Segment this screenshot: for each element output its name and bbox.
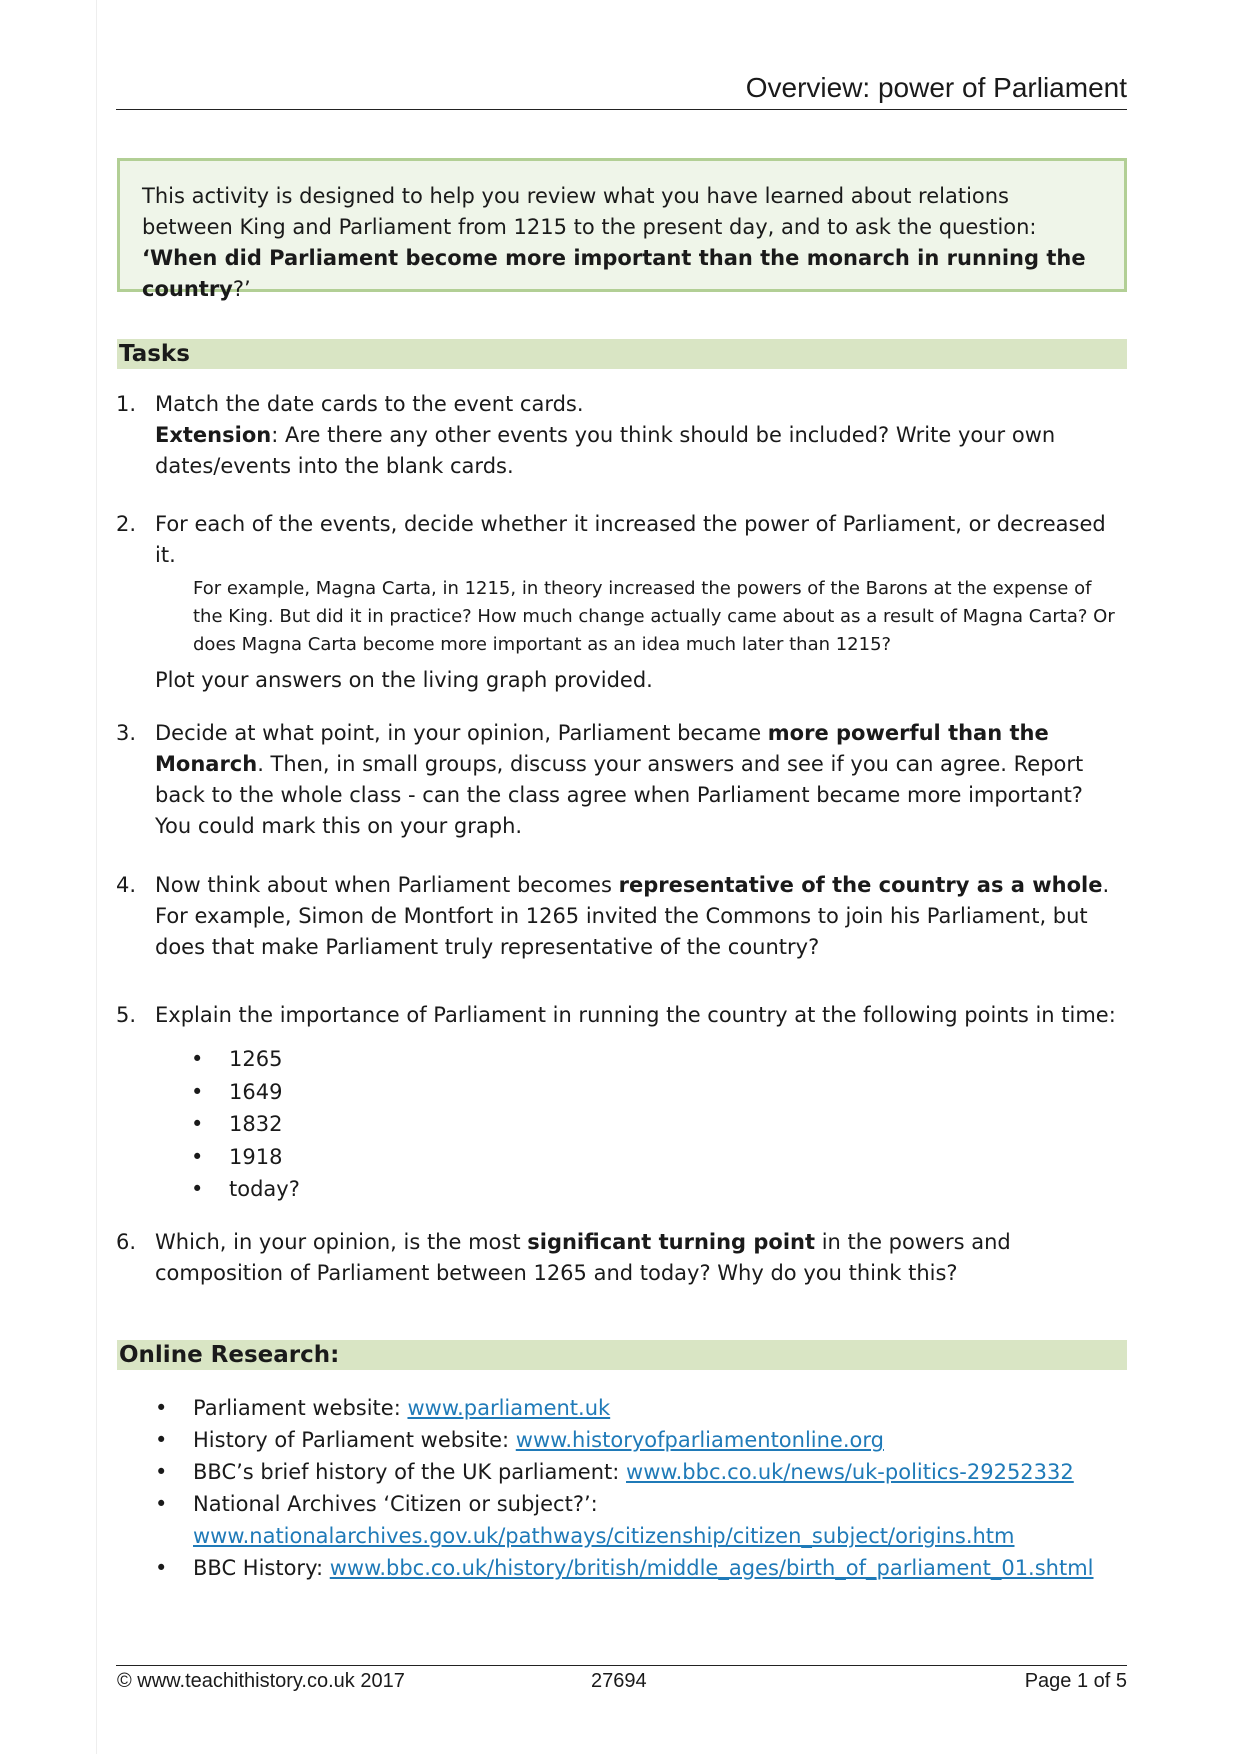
bbc-history-link[interactable]: www.bbc.co.uk/history/british/middle_ages/birth_of_parliament_01.shtml (329, 1556, 1094, 1580)
footer-rule (116, 1665, 1127, 1666)
intro-question: ‘When did Parliament become more important than the monarch in running the country (142, 246, 1086, 301)
task-1 (116, 389, 1116, 482)
extension-text: : Are there any other events you think should be included? Write your own dates/events into the blank cards. (155, 423, 1056, 478)
task-text: Decide at what point, in your opinion, Parliament became more powerful than the Monarch. Then, in small groups, discuss your answers and see if you can agree. Report back to the whole class - can the class agree when Parliament became more important? (155, 721, 1084, 807)
task-text: Now think about when Parliament becomes representative of the country as a whole. For example, Simon de Montfort in 1265 invited the Commons to join his Parliament, but does that make Parliament truly representative of the country? (155, 873, 1110, 959)
intro-box (117, 158, 1127, 301)
list-item: • 1832 (191, 1108, 1116, 1141)
history-of-parliament-link[interactable]: www.historyofparliamentonline.org (515, 1428, 884, 1452)
footer-copyright: © www.teachithistory.co.uk 2017 (117, 1670, 405, 1692)
national-archives-link[interactable]: www.nationalarchives.gov.uk/pathways/citizenship/citizen_subject/origins.htm (193, 1524, 1015, 1548)
task-text: For each of the events, decide whether it increased the power of Parliament, or decreased it. (155, 512, 1106, 567)
tasks-heading: Tasks (117, 339, 1127, 369)
bbc-uk-politics-link[interactable]: www.bbc.co.uk/news/uk-politics-29252332 (626, 1460, 1074, 1484)
task-mark: You could mark this on your graph. (155, 814, 523, 838)
task-text: Match the date cards to the event cards. (155, 392, 584, 416)
list-item: • today? (191, 1173, 1116, 1206)
parliament-link[interactable]: www.parliament.uk (407, 1396, 611, 1420)
intro-text: This activity is designed to help you review what you have learned about relations between King and Parliament from 1215 to the present day, and to ask the question: (142, 184, 1037, 239)
list-item: • BBC History: www.bbc.co.uk/history/british/middle_ages/birth_of_parliament_01.shtml (155, 1552, 1125, 1584)
task-plot-instruction: Plot your answers on the living graph provided. (155, 668, 653, 692)
task-text: Explain the importance of Parliament in running the country at the following points in time: (155, 1003, 1116, 1027)
intro-question-end: ?’ (232, 277, 251, 301)
footer-page-number: Page 1 of 5 (1024, 1670, 1127, 1692)
page-edge (96, 0, 97, 1754)
task-number: 5. (116, 1003, 137, 1027)
header-rule (116, 109, 1127, 110)
list-item: • BBC’s brief history of the UK parliament: www.bbc.co.uk/news/uk-politics-29252332 (155, 1456, 1125, 1488)
list-item: • History of Parliament website: www.historyofparliamentonline.org (155, 1424, 1125, 1456)
task-extension (155, 420, 1116, 482)
list-item: • National Archives ‘Citizen or subject?’: www.nationalarchives.gov.uk/pathways/citizenship/citizen_subject/origins.htm (155, 1488, 1125, 1552)
task-number: 3. (116, 721, 137, 745)
task-text: Which, in your opinion, is the most significant turning point in the powers and composition of Parliament between 1265 and today? Why do you think this? (155, 1230, 1011, 1285)
task-number: 6. (116, 1230, 137, 1254)
task-5 (116, 1000, 1116, 1206)
task-3 (116, 718, 1116, 842)
task-2 (116, 509, 1116, 696)
list-item: • Parliament website: www.parliament.uk (155, 1392, 1125, 1424)
list-item: • 1649 (191, 1076, 1116, 1109)
extension-label: Extension (155, 423, 272, 447)
task-6 (116, 1227, 1116, 1289)
online-research-heading: Online Research: (117, 1340, 1127, 1370)
research-links-list (155, 1392, 1125, 1584)
page-header-title: Overview: power of Parliament (745, 72, 1127, 103)
task-number: 4. (116, 873, 137, 897)
time-points-list (191, 1043, 1116, 1206)
list-item: • 1918 (191, 1141, 1116, 1174)
task-number: 1. (116, 392, 137, 416)
task-example: For example, Magna Carta, in 1215, in theory increased the powers of the Barons at the expense of the King. But did it in practice? How much change actually came about as a result of Magna Carta? Or does Magna Carta become more important as an idea much later than 1215? (193, 578, 1115, 655)
task-4 (116, 870, 1116, 963)
task-number: 2. (116, 512, 137, 536)
footer-resource-code: 27694 (591, 1670, 647, 1692)
list-item: • 1265 (191, 1043, 1116, 1076)
